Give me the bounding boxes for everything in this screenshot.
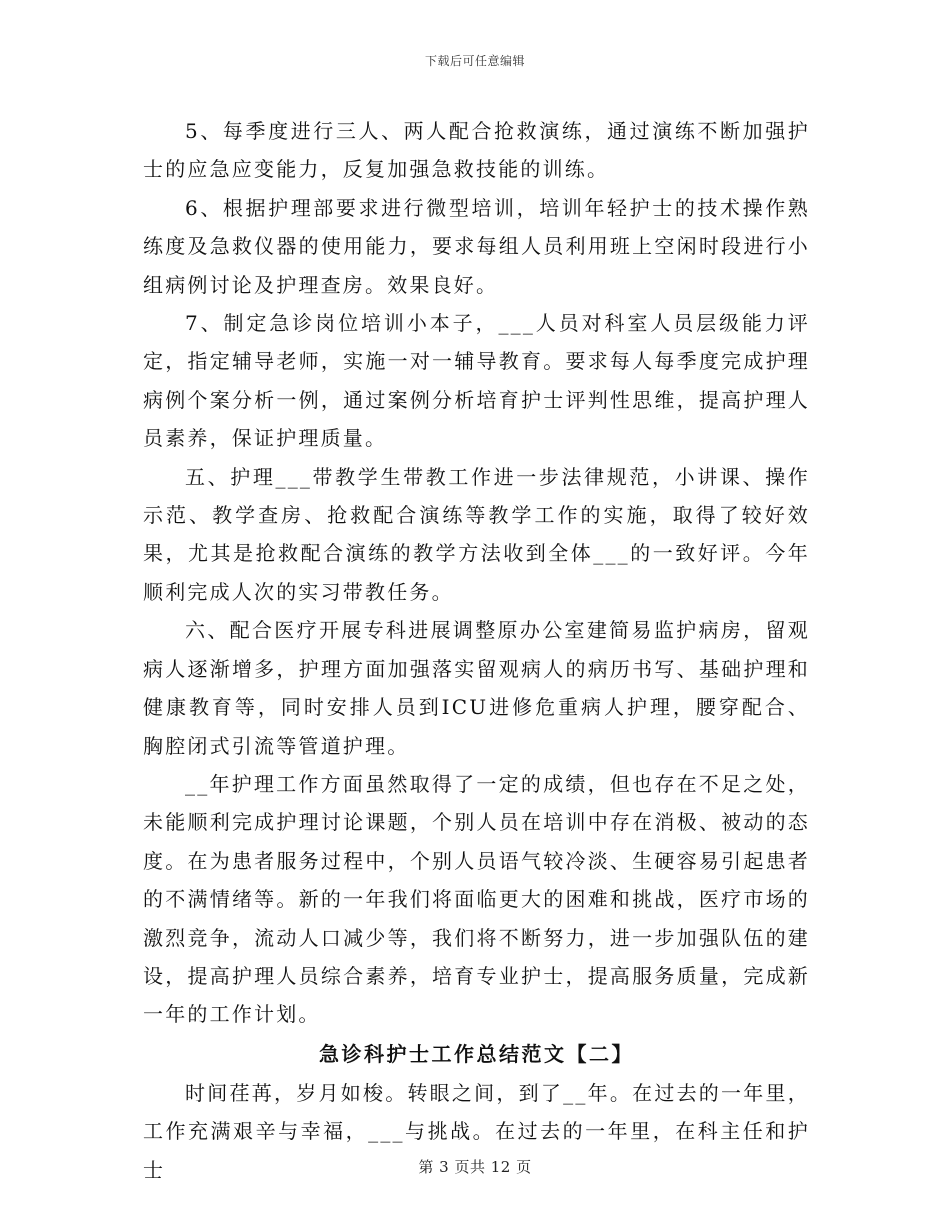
paragraph-item-5: 5、每季度进行三人、两人配合抢救演练，通过演练不断加强护士的应急应变能力，反复加强急救技能的训练。 <box>143 119 810 182</box>
paragraph-item-7: 7、制定急诊岗位培训小本子，___人员对科室人员层级能力评定，指定辅导老师，实施一对一辅导教育。要求每人每季度完成护理病例个案分析一例，通过案例分析培育护士评判性思维，提高护理人员素养，保证护理质量。 <box>143 311 810 451</box>
page-header: 下载后可任意编辑 <box>424 54 525 68</box>
paragraph-section-6: 六、配合医疗开展专科进展调整原办公室建简易监护病房，留观病人逐渐增多，护理方面加强落实留观病人的病历书写、基础护理和健康教育等，同时安排人员到ICU进修危重病人护理，腰穿配合、胸腔闭式引流等管道护理。 <box>143 618 810 758</box>
document-body <box>143 112 810 1189</box>
page-footer: 第 3 页共 12 页 <box>418 1158 532 1176</box>
paragraph-summary: __年护理工作方面虽然取得了一定的成绩，但也存在不足之处，未能顺利完成护理讨论课题，个别人员在培训中存在消极、被动的态度。在为患者服务过程中，个别人员语气较冷淡、生硬容易引起患者的不满情绪等。新的一年我们将面临更大的困难和挑战，医疗市场的激烈竞争，流动人口减少等，我们将不断努力，进一步加强队伍的建设，提高护理人员综合素养，培育专业护士，提高服务质量，完成新一年的工作计划。 <box>143 771 810 1027</box>
paragraph-intro-2: 时间荏苒，岁月如梭。转眼之间，到了__年。在过去的一年里，工作充满艰辛与幸福，___与挑战。在过去的一年里，在科主任和护士 <box>143 1080 810 1182</box>
paragraph-section-5: 五、护理___带教学生带教工作进一步法律规范，小讲课、操作示范、教学查房、抢救配合演练等教学工作的实施，取得了较好效果，尤其是抢救配合演练的教学方法收到全体___的一致好评。今年顺利完成人次的实习带教任务。 <box>143 464 810 604</box>
paragraph-item-6: 6、根据护理部要求进行微型培训，培训年轻护士的技术操作熟练度及急救仪器的使用能力，要求每组人员利用班上空闲时段进行小组病例讨论及护理查房。效果良好。 <box>143 195 810 297</box>
section-title: 急诊科护士工作总结范文【二】 <box>319 1041 634 1066</box>
